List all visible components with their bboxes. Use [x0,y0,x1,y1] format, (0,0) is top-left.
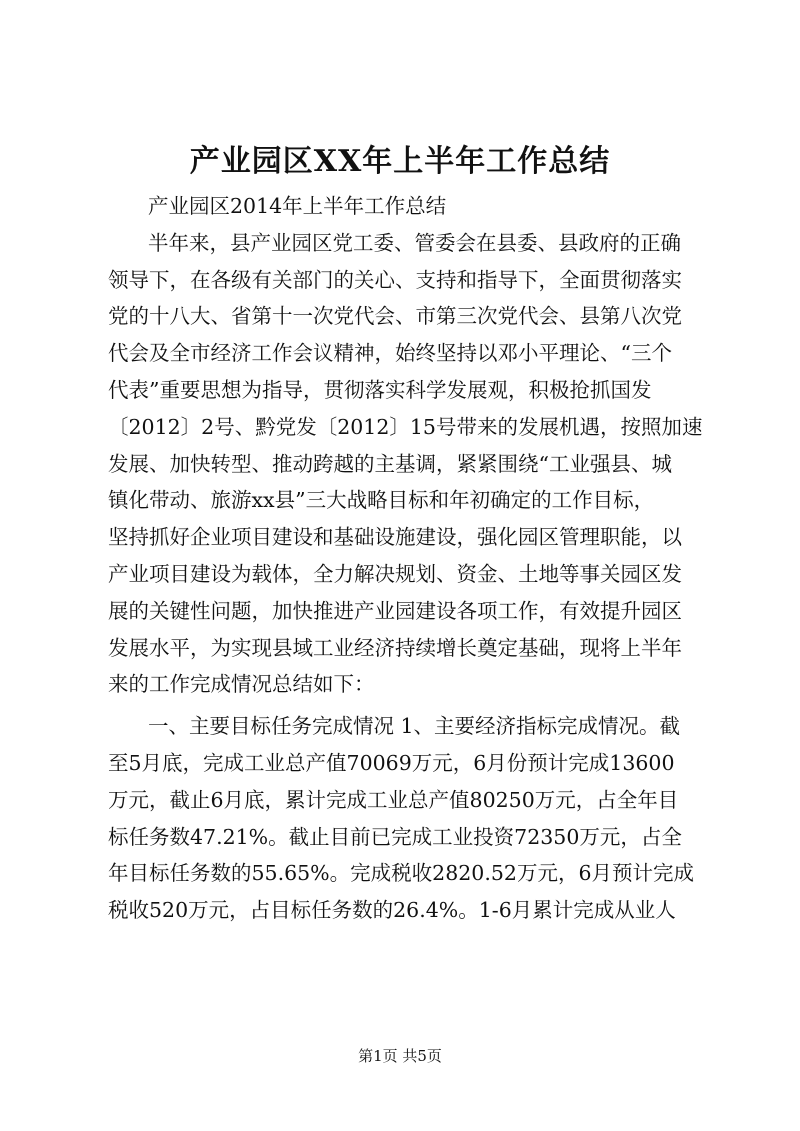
text-line: 万元，截止6月底，累计完成工业总产值80250万元，占全年目 [108,787,679,812]
document-subtitle: 产业园区2014年上半年工作总结 [148,194,447,218]
text-line: 发展、加快转型、推动跨越的主基调，紧紧围绕“工业强县、城 [108,451,672,476]
text-line: 代表”重要思想为指导，贯彻落实科学发展观，积极抢抓国发 [108,377,652,402]
text-line: 年目标任务数的55.65%。完成税收2820.52万元，6月预计完成 [108,861,694,886]
paragraph-targets [108,708,712,929]
text-line: 半年来，县产业园区党工委、管委会在县委、县政府的正确 [148,230,681,255]
text-line: 发展水平，为实现县域工业经济持续增长奠定基础，现将上半年 [108,635,682,660]
document-title: 产业园区XX年上半年工作总结 [189,144,611,179]
text-line: 来的工作完成情况总结如下： [108,672,375,697]
text-line: 税收520万元，占目标任务数的26.4%。1-6月累计完成从业人 [108,898,676,923]
text-line: 至5月底，完成工业总产值70069万元，6月份预计完成13600 [108,750,675,775]
text-line: 党的十八大、省第十一次党代会、市第三次党代会、县第八次党 [108,304,682,329]
text-line: 领导下，在各级有关部门的关心、支持和指导下，全面贯彻落实 [108,267,682,292]
text-line: 〔2012〕2号、黔党发〔2012〕15号带来的发展机遇，按照加速 [108,414,703,439]
text-line: 镇化带动、旅游xx县”三大战略目标和年初确定的工作目标， [108,488,655,513]
page-number: 第1页 共5页 [358,1047,442,1065]
text-line: 标任务数47.21%。截止目前已完成工业投资72350万元，占全 [108,824,682,849]
document-body [108,188,712,929]
text-line: 坚持抓好企业项目建设和基础设施建设，强化园区管理职能，以 [108,525,682,550]
text-line: 展的关键性问题，加快推进产业园建设各项工作，有效提升园区 [108,598,682,623]
text-line: 一、主要目标任务完成情况 1、主要经济指标完成情况。截 [148,714,681,739]
text-line: 代会及全市经济工作会议精神，始终坚持以邓小平理论、“三个 [108,341,672,366]
text-line: 产业项目建设为载体，全力解决规划、资金、土地等事关园区发 [108,561,682,586]
paragraph-summary [108,225,712,703]
